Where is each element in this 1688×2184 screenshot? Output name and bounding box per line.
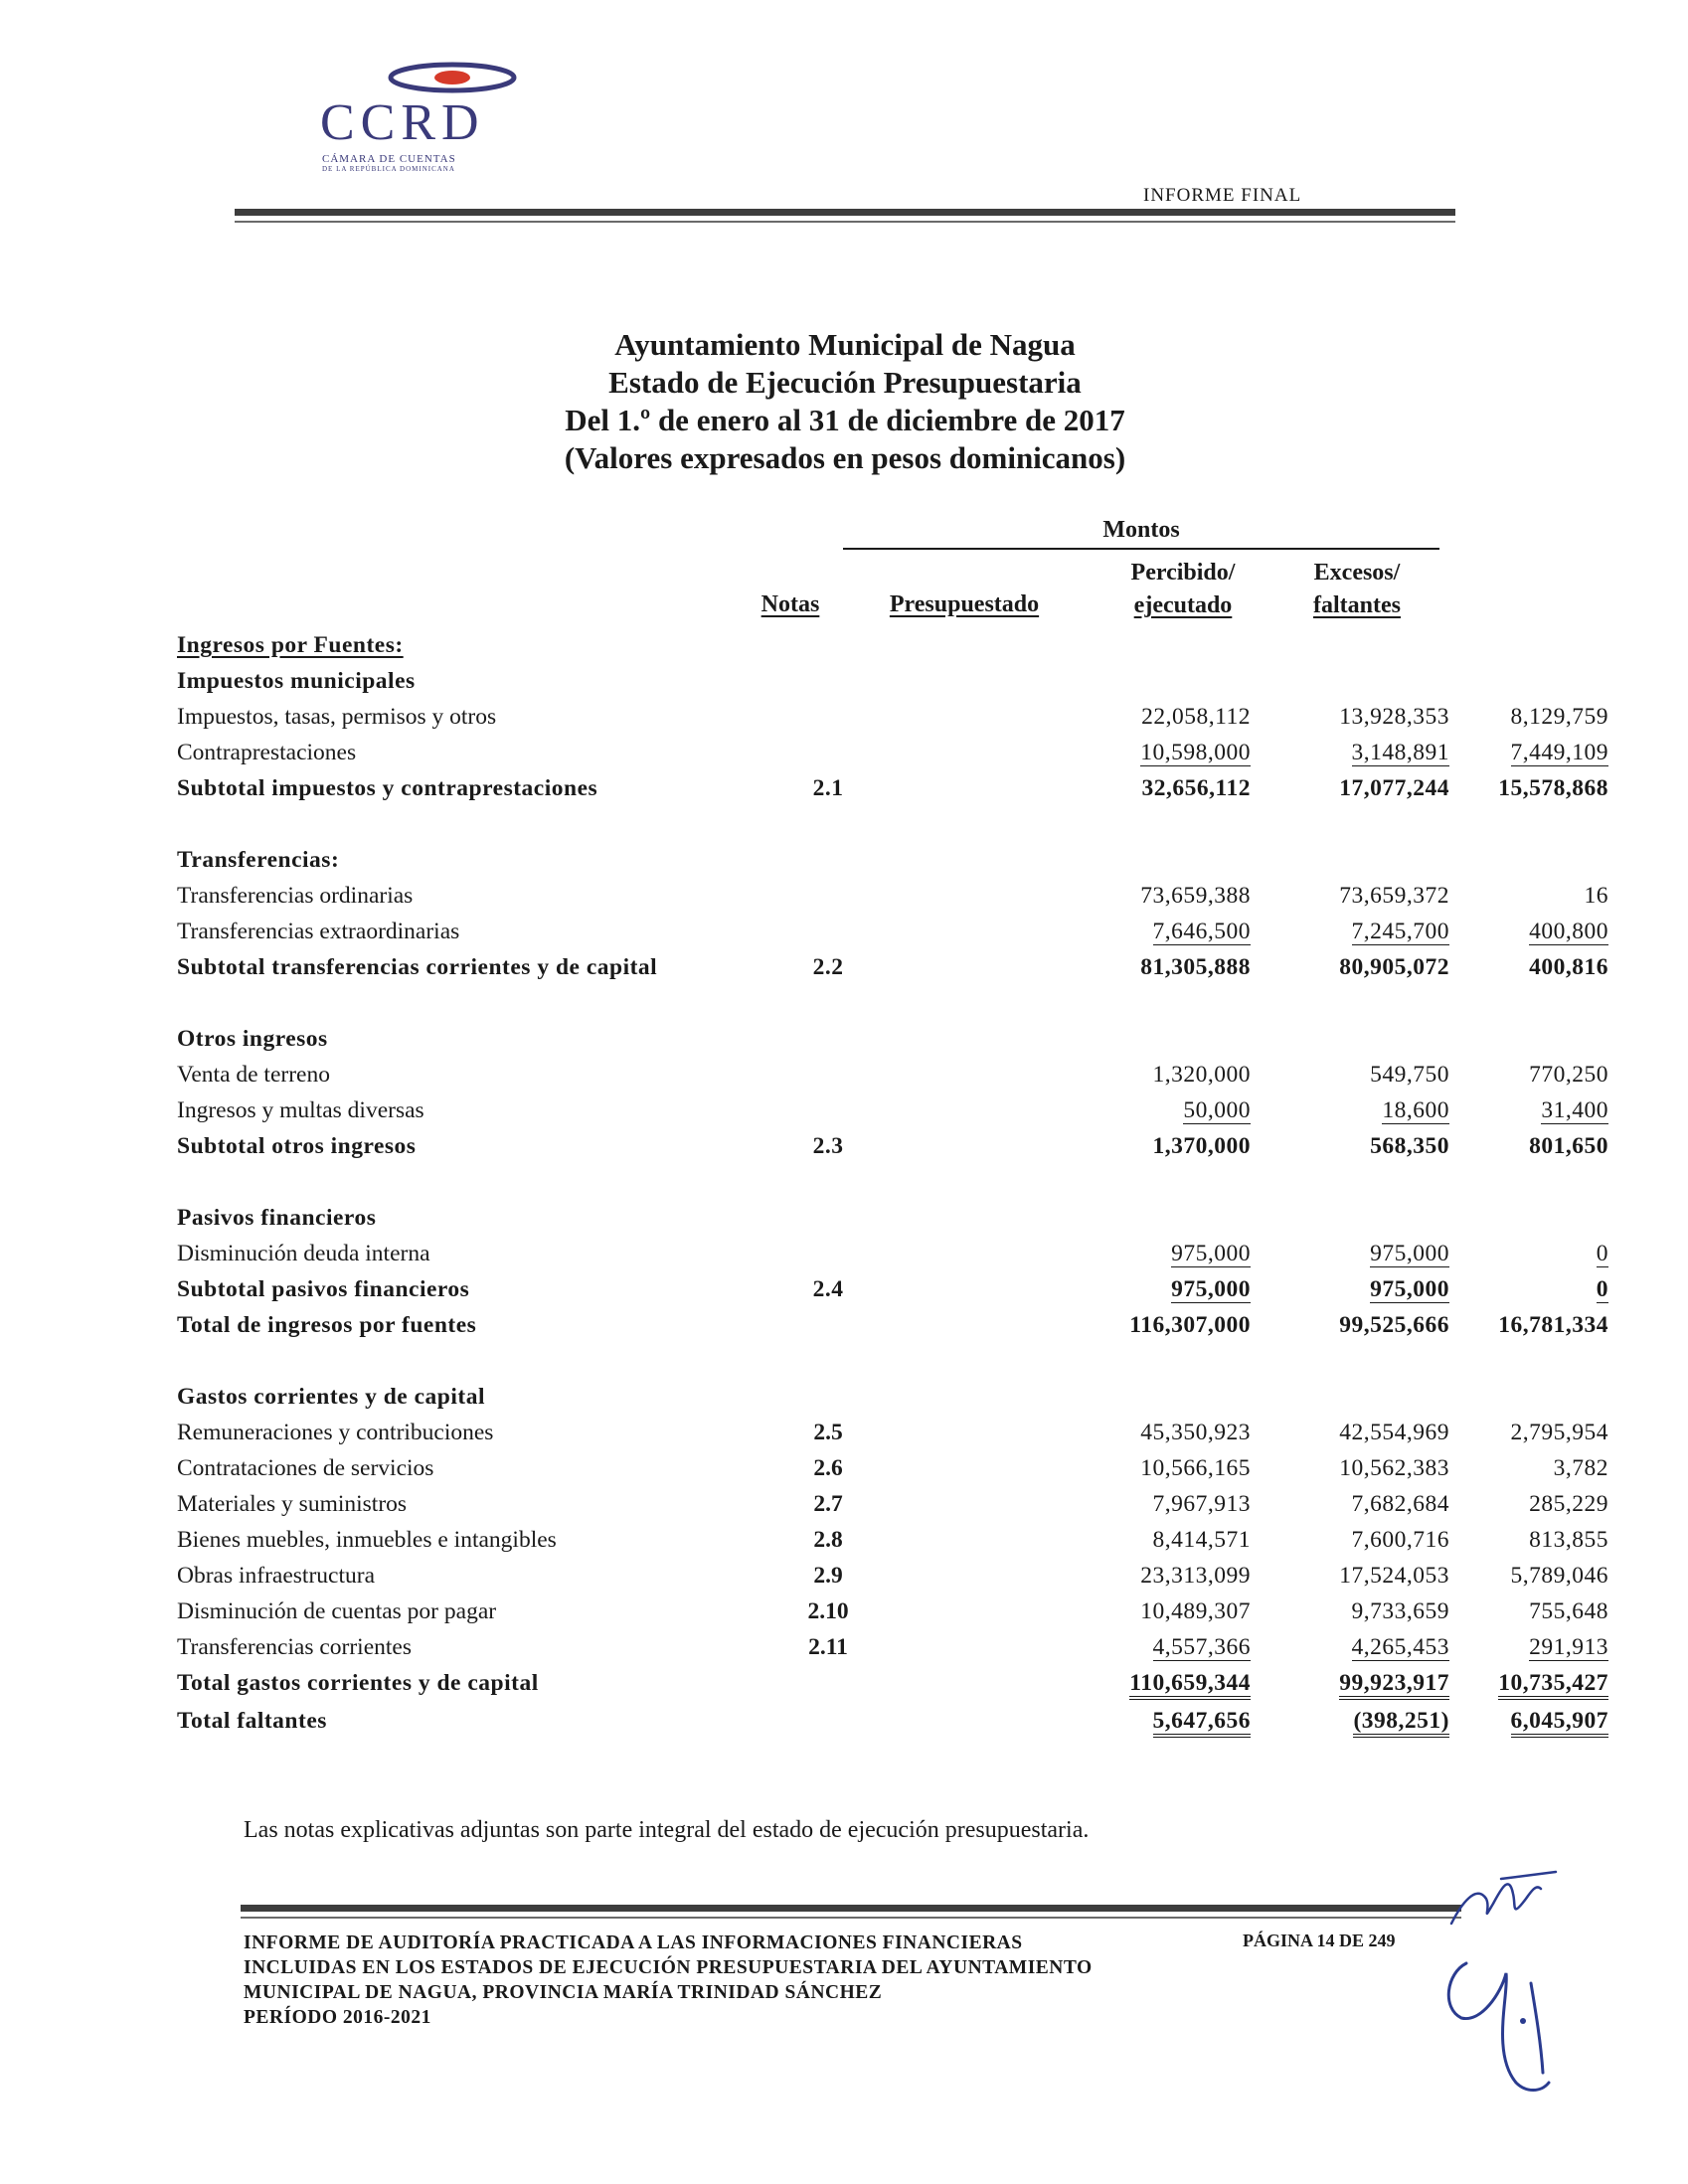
table-row: Impuestos, tasas, permisos y otros 22,058,112 13,928,353 8,129,759 [177, 704, 1608, 730]
footer-line-4: PERÍODO 2016-2021 [244, 2007, 431, 2028]
title-line-2: Estado de Ejecución Presupuestaria [608, 365, 1082, 400]
table-row: Materiales y suministros 2.7 7,967,913 7,682,684 285,229 [177, 1491, 1608, 1517]
presupuestado-header: Presupuestado [889, 591, 1040, 617]
footer-text [244, 1931, 1093, 2030]
statement-title [398, 326, 1292, 477]
table-row: Total gastos corrientes y de capital 110,659,344 99,923,917 10,735,427 [177, 1670, 1449, 1706]
table-row: Total faltantes 5,647,656 (398,251) 6,045,907 [177, 1708, 1449, 1744]
table-row: Impuestos municipales [177, 668, 416, 694]
table-row: Total de ingresos por fuentes 116,307,000 99,525,666 16,781,334 [177, 1312, 1608, 1338]
table-row: Ingresos por Fuentes: [177, 632, 404, 658]
signature-icon [1432, 1844, 1601, 2132]
montos-header: Montos [1102, 517, 1180, 543]
logo-subtitle: CÁMARA DE CUENTAS [322, 153, 456, 165]
logo-text: CCRD [320, 94, 485, 151]
table-row: Transferencias extraordinarias 7,646,500 7,245,700 400,800 [177, 919, 1608, 944]
footer-line-2: INCLUIDAS EN LOS ESTADOS DE EJECUCIÓN PRESUPUESTARIA DEL AYUNTAMIENTO [244, 1957, 1093, 1978]
footer-line-3: MUNICIPAL DE NAGUA, PROVINCIA MARÍA TRINIDAD SÁNCHEZ [244, 1982, 883, 2003]
table-row: Subtotal pasivos financieros 2.4 975,000 975,000 0 [177, 1276, 1608, 1302]
table-row: Obras infraestructura 2.9 23,313,099 17,524,053 5,789,046 [177, 1563, 1608, 1589]
table-row: Disminución de cuentas por pagar 2.10 10,489,307 9,733,659 755,648 [177, 1598, 1608, 1624]
notas-header: Notas [760, 591, 820, 617]
table-row: Disminución deuda interna 975,000 975,000 0 [177, 1241, 1608, 1266]
logo-subtitle-2: DE LA REPÚBLICA DOMINICANA [322, 165, 455, 173]
ccrd-logo [318, 58, 547, 173]
table-row: Transferencias: [177, 847, 340, 873]
excesos-header: Excesos/ faltantes [1313, 560, 1401, 618]
table-row: Ingresos y multas diversas 50,000 18,600 31,400 [177, 1097, 1608, 1123]
table-row: Subtotal transferencias corrientes y de capital 2.2 81,305,888 80,905,072 400,816 [177, 954, 1608, 980]
percibido-header: Percibido/ ejecutado [1130, 560, 1236, 618]
table-row: Pasivos financieros [177, 1205, 377, 1231]
footer-line-1: INFORME DE AUDITORÍA PRACTICADA A LAS INFORMACIONES FINANCIERAS [244, 1932, 1023, 1953]
footer-rule [241, 1905, 1461, 1912]
table-row: Otros ingresos [177, 1026, 328, 1052]
table-row: Gastos corrientes y de capital [177, 1384, 486, 1410]
title-line-3: Del 1.º de enero al 31 de diciembre de 2017 [565, 403, 1125, 437]
page-number: PÁGINA 14 DE 249 [1243, 1931, 1396, 1950]
table-row: Transferencias ordinarias 73,659,388 73,659,372 16 [177, 883, 1608, 909]
footer-rule-thin [241, 1917, 1461, 1919]
header-rule [235, 209, 1455, 216]
table-row: Contrataciones de servicios 2.6 10,566,165 10,562,383 3,782 [177, 1455, 1608, 1481]
table-row: Subtotal otros ingresos 2.3 1,370,000 568,350 801,650 [177, 1133, 1608, 1159]
report-label: INFORME FINAL [1143, 185, 1302, 206]
montos-rule [843, 548, 1439, 550]
footnote: Las notas explicativas adjuntas son parte integral del estado de ejecución presupuestaria. [244, 1817, 1090, 1843]
table-row: Contraprestaciones 10,598,000 3,148,891 7,449,109 [177, 740, 1608, 765]
header-rule-thin [235, 221, 1455, 223]
title-line-1: Ayuntamiento Municipal de Nagua [614, 327, 1076, 362]
table-row: Transferencias corrientes 2.11 4,557,366 4,265,453 291,913 [177, 1634, 1608, 1660]
table-row: Venta de terreno 1,320,000 549,750 770,250 [177, 1062, 1608, 1088]
logo-swoosh-icon [353, 58, 552, 97]
table-row: Subtotal impuestos y contraprestaciones 2.1 32,656,112 17,077,244 15,578,868 [177, 775, 1608, 801]
title-line-4: (Valores expresados en pesos dominicanos) [564, 440, 1126, 475]
table-row: Remuneraciones y contribuciones 2.5 45,350,923 42,554,969 2,795,954 [177, 1420, 1608, 1445]
table-row: Bienes muebles, inmuebles e intangibles 2.8 8,414,571 7,600,716 813,855 [177, 1527, 1608, 1553]
